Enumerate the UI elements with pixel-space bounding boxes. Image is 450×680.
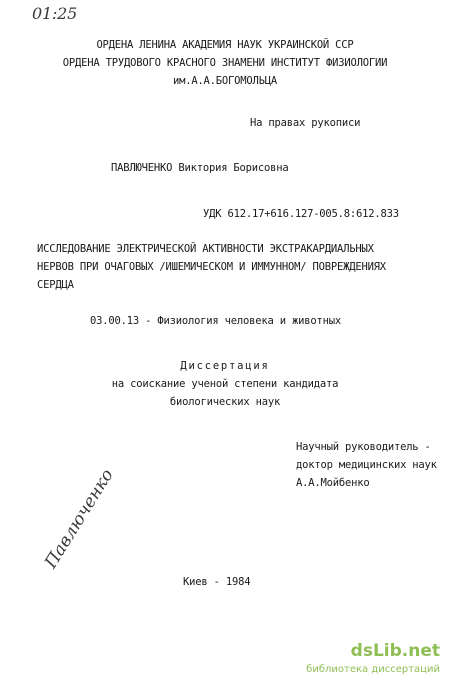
- title-line-3: СЕРДЦА: [37, 279, 74, 291]
- supervisor-title: Научный руководитель -: [296, 441, 431, 453]
- watermark-caption: библиотека диссертаций: [306, 664, 440, 675]
- header-line-2: ОРДЕНА ТРУДОВОГО КРАСНОГО ЗНАМЕНИ ИНСТИТУТ ФИЗИОЛОГИИ: [62, 57, 388, 69]
- field-line: биологических наук: [169, 396, 281, 408]
- udc-code: УДК 612.17+616.127-005.8:612.833: [203, 208, 399, 220]
- manuscript-note: На правах рукописи: [250, 117, 361, 129]
- supervisor-degree: доктор медицинских наук: [296, 459, 437, 471]
- author-name: ПАВЛЮЧЕНКО Виктория Борисовна: [111, 162, 289, 174]
- handwritten-signature: Павлюченко: [41, 465, 118, 572]
- place-year: Киев - 1984: [183, 576, 251, 588]
- title-line-1: ИССЛЕДОВАНИЕ ЭЛЕКТРИЧЕСКОЙ АКТИВНОСТИ ЭКСТРАКАРДИАЛЬНЫХ: [37, 243, 374, 255]
- specialty-code: 03.00.13 - Физиология человека и животных: [90, 315, 341, 327]
- archive-mark: 01:25: [32, 4, 78, 23]
- watermark-site: dsLib.net: [350, 641, 440, 661]
- title-line-2: НЕРВОВ ПРИ ОЧАГОВЫХ /ИШЕМИЧЕСКОМ И ИММУННОМ/ ПОВРЕЖДЕНИЯХ: [37, 261, 386, 273]
- supervisor-name: А.А.Мойбенко: [296, 477, 370, 489]
- header-line-1: ОРДЕНА ЛЕНИНА АКАДЕМИЯ НАУК УКРАИНСКОЙ ССР: [96, 39, 354, 51]
- degree-line: на соискание ученой степени кандидата: [111, 378, 339, 390]
- header-line-3: им.А.А.БОГОМОЛЬЦА: [172, 75, 278, 87]
- dissertation-label: Диссертация: [180, 360, 270, 372]
